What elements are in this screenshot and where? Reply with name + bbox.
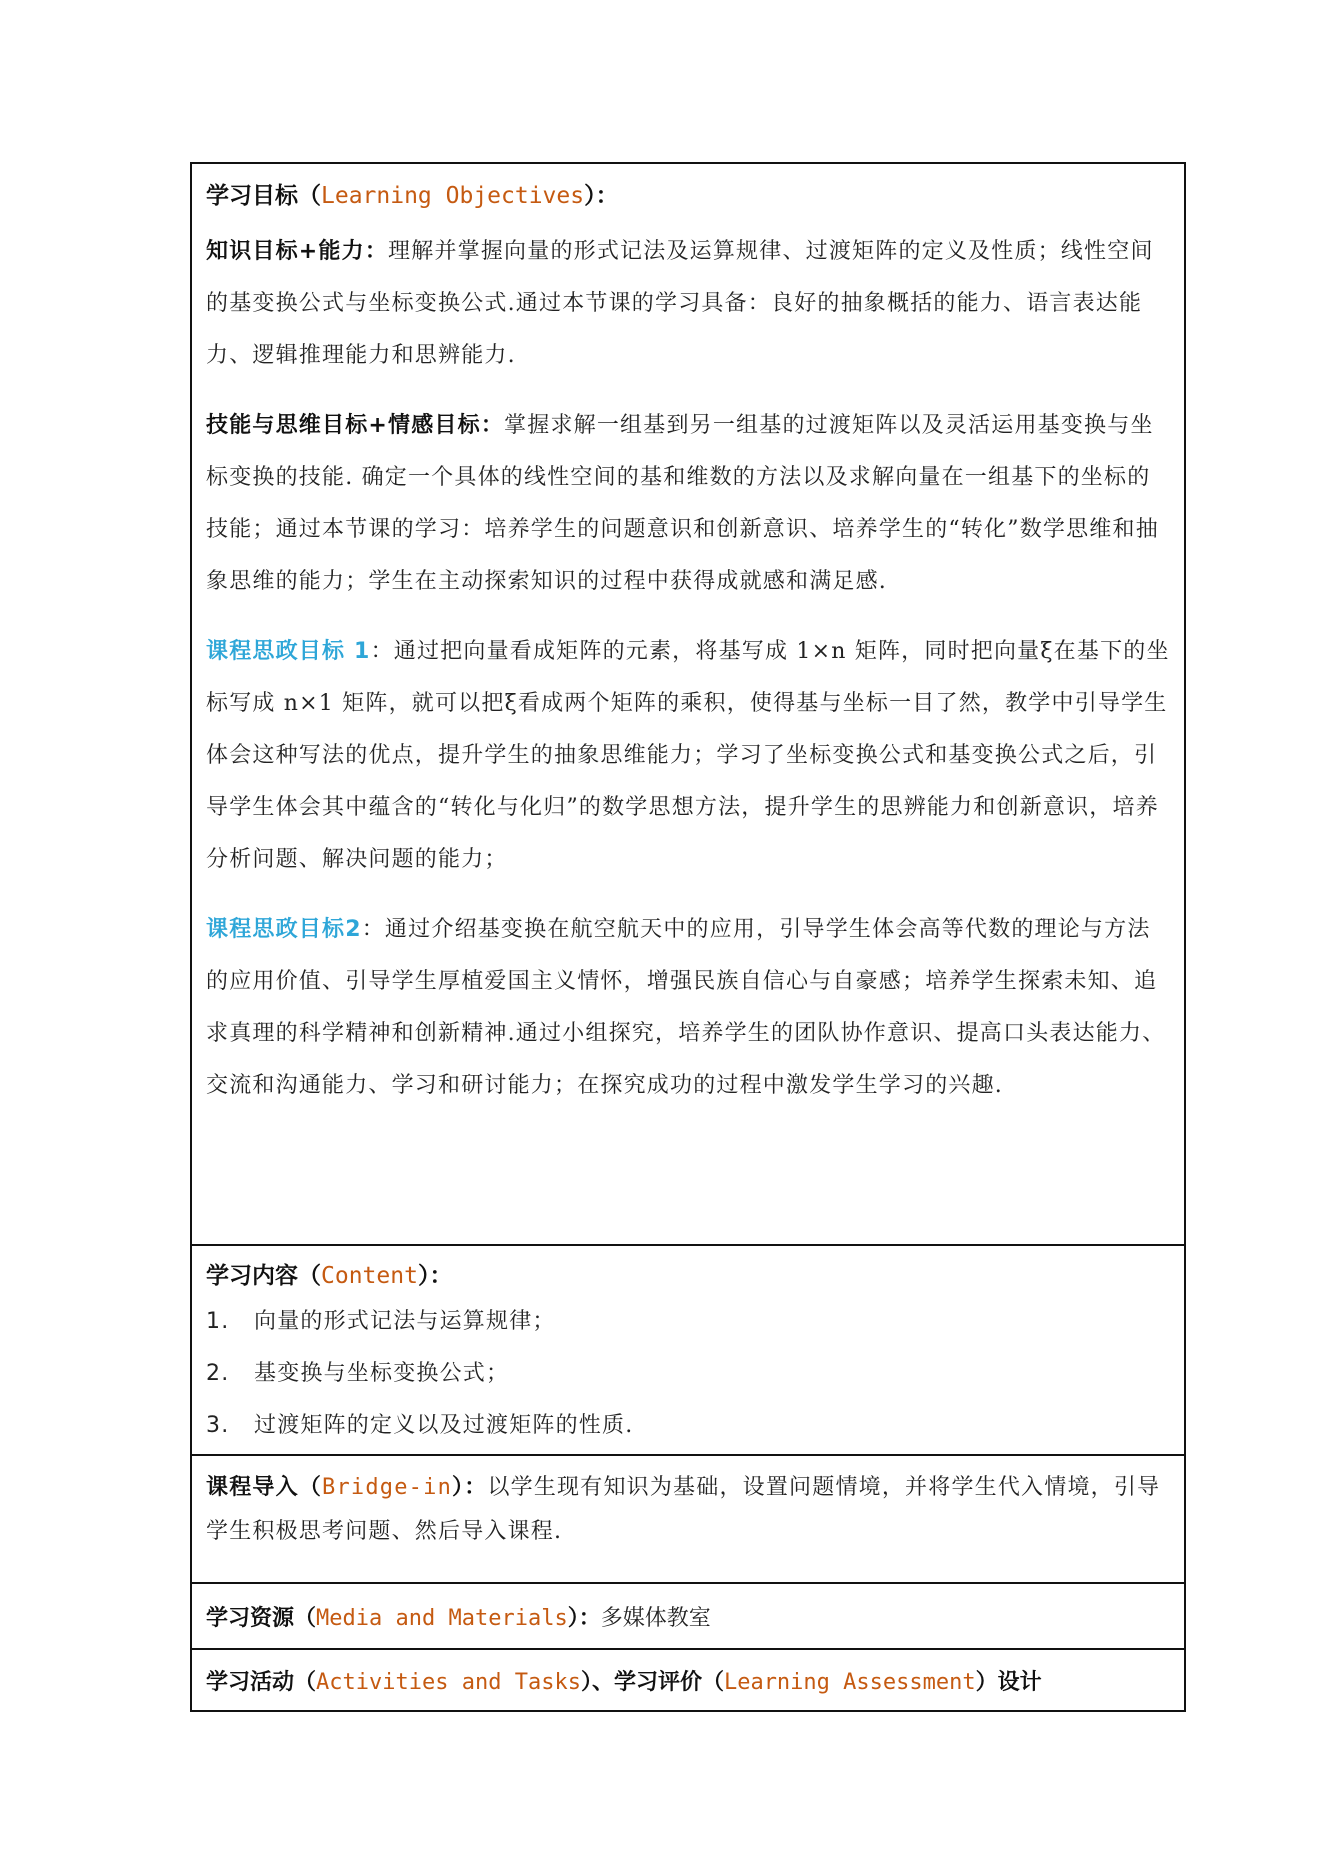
media-close-paren: ）：: [567, 1605, 601, 1631]
skills-label: 技能与思维目标+情感目标：: [206, 413, 505, 438]
content-title: 学习内容: [206, 1263, 298, 1289]
ideology1-label: 课程思政目标 1: [206, 639, 371, 664]
assessment-title: ）、学习评价（: [580, 1669, 724, 1695]
ideology1-text: ：通过把向量看成矩阵的元素，将基写成 1×n 矩阵，同时把向量ξ在基下的坐标写成 n×1 矩阵，就可以把ξ看成两个矩阵的乘积，使得基与坐标一目了然，教学中引导学生体会这种写法的优点，提升学生的抽象思维能力；学习了坐标变换公式和基变换公式之后，引导学生体会其中蕴含的“转化与化归”的数学思想方法，提升学生的思辨能力和创新意识，培养分析问题、解决问题的能力；: [206, 639, 1170, 872]
media-line: [206, 1601, 711, 1632]
list-item-text: 过渡矩阵的定义以及过渡矩阵的性质.: [254, 1413, 634, 1438]
activities-line: [206, 1665, 1042, 1696]
content-close-paren: ）：: [417, 1263, 453, 1289]
bridge-close-paren: ）：: [452, 1475, 488, 1500]
knowledge-objective: [206, 226, 1170, 382]
ideology2-text: ：通过介绍基变换在航空航天中的应用，引导学生体会高等代数的理论与方法的应用价值、引导学生厚植爱国主义情怀，增强民族自信心与自豪感；培养学生探索未知、追求真理的科学精神和创新精神.通过小组探究，培养学生的团队协作意识、提高口头表达能力、交流和沟通能力、学习和研讨能力；在探究成功的过程中激发学生学习的兴趣.: [206, 917, 1166, 1098]
ideology2-label: 课程思政目标2: [206, 917, 362, 942]
list-item: [206, 1348, 1170, 1400]
objectives-title: 学习目标: [206, 183, 298, 209]
ideology-objective-2: [206, 904, 1170, 1112]
activities-title: 学习活动: [206, 1669, 295, 1695]
list-item-text: 基变换与坐标变换公式；: [254, 1361, 510, 1386]
list-item-number: 1.: [206, 1309, 230, 1334]
objectives-heading: [206, 180, 1170, 212]
ideology-objective-1: [206, 626, 1170, 886]
objectives-section: [192, 164, 1184, 1246]
activities-section: [192, 1650, 1184, 1710]
skills-text: 掌握求解一组基到另一组基的过渡矩阵以及灵活运用基变换与坐标变换的技能. 确定一个具体的线性空间的基和维数的方法以及求解向量在一组基下的坐标的技能；通过本节课的学习：培养学生的问题意识和创新意识、培养学生的“转化”数学思维和抽象思维的能力；学生在主动探索知识的过程中获得成就感和满足感.: [206, 413, 1159, 594]
objectives-title-en: Learning Objectives: [321, 183, 585, 209]
list-item: [206, 1400, 1170, 1452]
bridge-section: [192, 1456, 1184, 1584]
bridge-open-paren: （: [298, 1475, 323, 1500]
activities-open-paren: （: [294, 1669, 317, 1695]
media-open-paren: （: [294, 1605, 317, 1631]
bridge-text: 以学生现有知识为基础，设置问题情境，并将学生代入情境，引导学生积极思考问题、然后导入课程.: [206, 1475, 1161, 1544]
bridge-title-en: Bridge-in: [322, 1475, 453, 1500]
content-section: [192, 1246, 1184, 1456]
content-heading: [206, 1260, 1170, 1292]
content-open-paren: （: [298, 1263, 321, 1289]
media-section: [192, 1584, 1184, 1650]
bridge-title: 课程导入: [206, 1475, 299, 1500]
list-item: [206, 1296, 1170, 1348]
list-item-number: 2.: [206, 1361, 230, 1386]
media-text: 多媒体教室: [600, 1605, 711, 1631]
list-item-number: 3.: [206, 1413, 230, 1438]
objectives-close-paren: ）：: [584, 183, 619, 209]
media-title-en: Media and Materials: [316, 1605, 568, 1631]
content-list: [206, 1296, 1170, 1452]
knowledge-label: 知识目标+能力：: [206, 239, 389, 264]
objectives-open-paren: （: [298, 183, 321, 209]
activities-title-en: Activities and Tasks: [316, 1669, 581, 1695]
skills-objective: [206, 400, 1170, 608]
list-item-text: 向量的形式记法与运算规律；: [254, 1309, 556, 1334]
bridge-paragraph: [206, 1466, 1170, 1554]
media-title: 学习资源: [206, 1605, 295, 1631]
knowledge-text: 理解并掌握向量的形式记法及运算规律、过渡矩阵的定义及性质；线性空间的基变换公式与坐标变换公式.通过本节课的学习具备：良好的抽象概括的能力、语言表达能力、逻辑推理能力和思辨能力.: [206, 239, 1154, 368]
content-title-en: Content: [321, 1263, 418, 1289]
lesson-plan-table: [190, 162, 1186, 1712]
activities-close: ）设计: [975, 1669, 1042, 1695]
assessment-title-en: Learning Assessment: [723, 1669, 976, 1695]
